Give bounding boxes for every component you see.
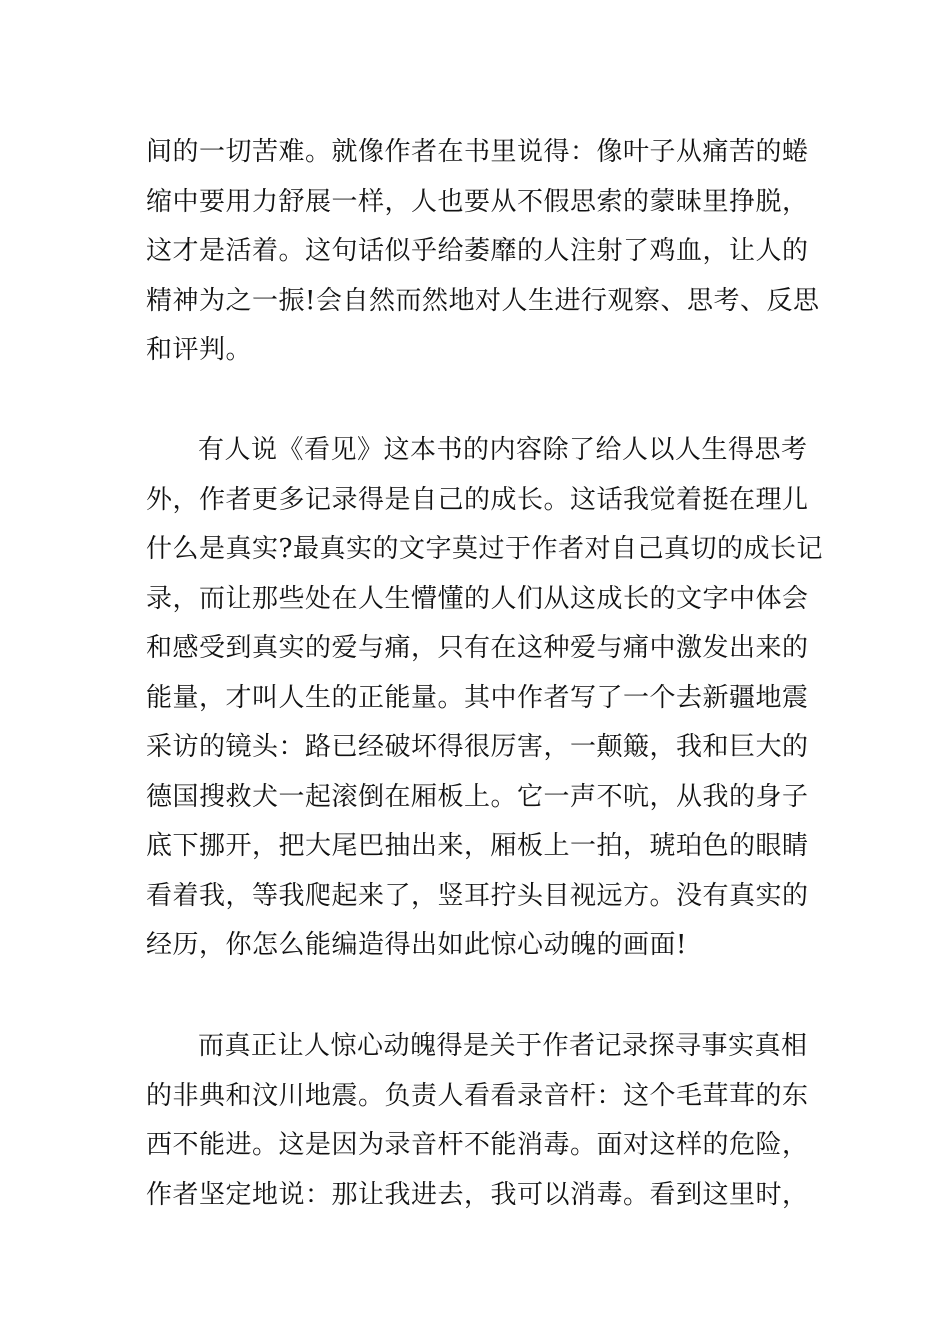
paragraph-line: 西不能进。这是因为录音杆不能消毒。面对这样的危险， — [146, 1130, 809, 1160]
paragraph-1 — [146, 128, 820, 376]
paragraph-line: 采访的镜头：路已经破坏得很厉害，一颠簸，我和巨大的 — [146, 732, 809, 762]
paragraph-line: 和评判。 — [146, 335, 253, 365]
paragraph-line: 作者坚定地说：那让我进去，我可以消毒。看到这里时， — [146, 1179, 809, 1210]
paragraph-first-line: 有人说《看见》这本书的内容除了给人以人生得思考 — [198, 435, 808, 465]
paragraph-line: 精神为之一振!会自然而然地对人生进行观察、思考、反思 — [146, 285, 820, 316]
paragraph-line: 外，作者更多记录得是自己的成长。这话我觉着挺在理儿 — [146, 484, 809, 515]
paragraph-2 — [146, 426, 823, 971]
paragraph-line: 这才是活着。这句话似乎给萎靡的人注射了鸡血，让人的 — [146, 236, 809, 266]
paragraph-line: 的非典和汶川地震。负责人看看录音杆：这个毛茸茸的东 — [146, 1080, 809, 1111]
paragraph-line: 底下挪开，把大尾巴抽出来，厢板上一拍，琥珀色的眼睛 — [146, 831, 809, 861]
paragraph-first-line: 而真正让人惊心动魄得是关于作者记录探寻事实真相 — [198, 1031, 808, 1061]
paragraph-line: 什么是真实?最真实的文字莫过于作者对自己真切的成长记 — [146, 534, 823, 564]
paragraph-line: 看着我，等我爬起来了，竖耳拧头目视远方。没有真实的 — [146, 880, 809, 911]
paragraph-3 — [146, 1022, 809, 1220]
paragraph-line: 经历，你怎么能编造得出如此惊心动魄的画面! — [146, 930, 687, 960]
paragraph-line: 能量，才叫人生的正能量。其中作者写了一个去新疆地震 — [146, 682, 809, 713]
paragraph-line: 缩中要用力舒展一样，人也要从不假思索的蒙昧里挣脱， — [146, 186, 809, 217]
paragraph-line: 和感受到真实的爱与痛，只有在这种爱与痛中激发出来的 — [146, 633, 809, 663]
paragraph-line: 录，而让那些处在人生懵懂的人们从这成长的文字中体会 — [146, 583, 809, 614]
paragraph-line: 德国搜救犬一起滚倒在厢板上。它一声不吭，从我的身子 — [146, 781, 809, 812]
paragraph-line: 间的一切苦难。就像作者在书里说得：像叶子从痛苦的蜷 — [146, 137, 809, 167]
